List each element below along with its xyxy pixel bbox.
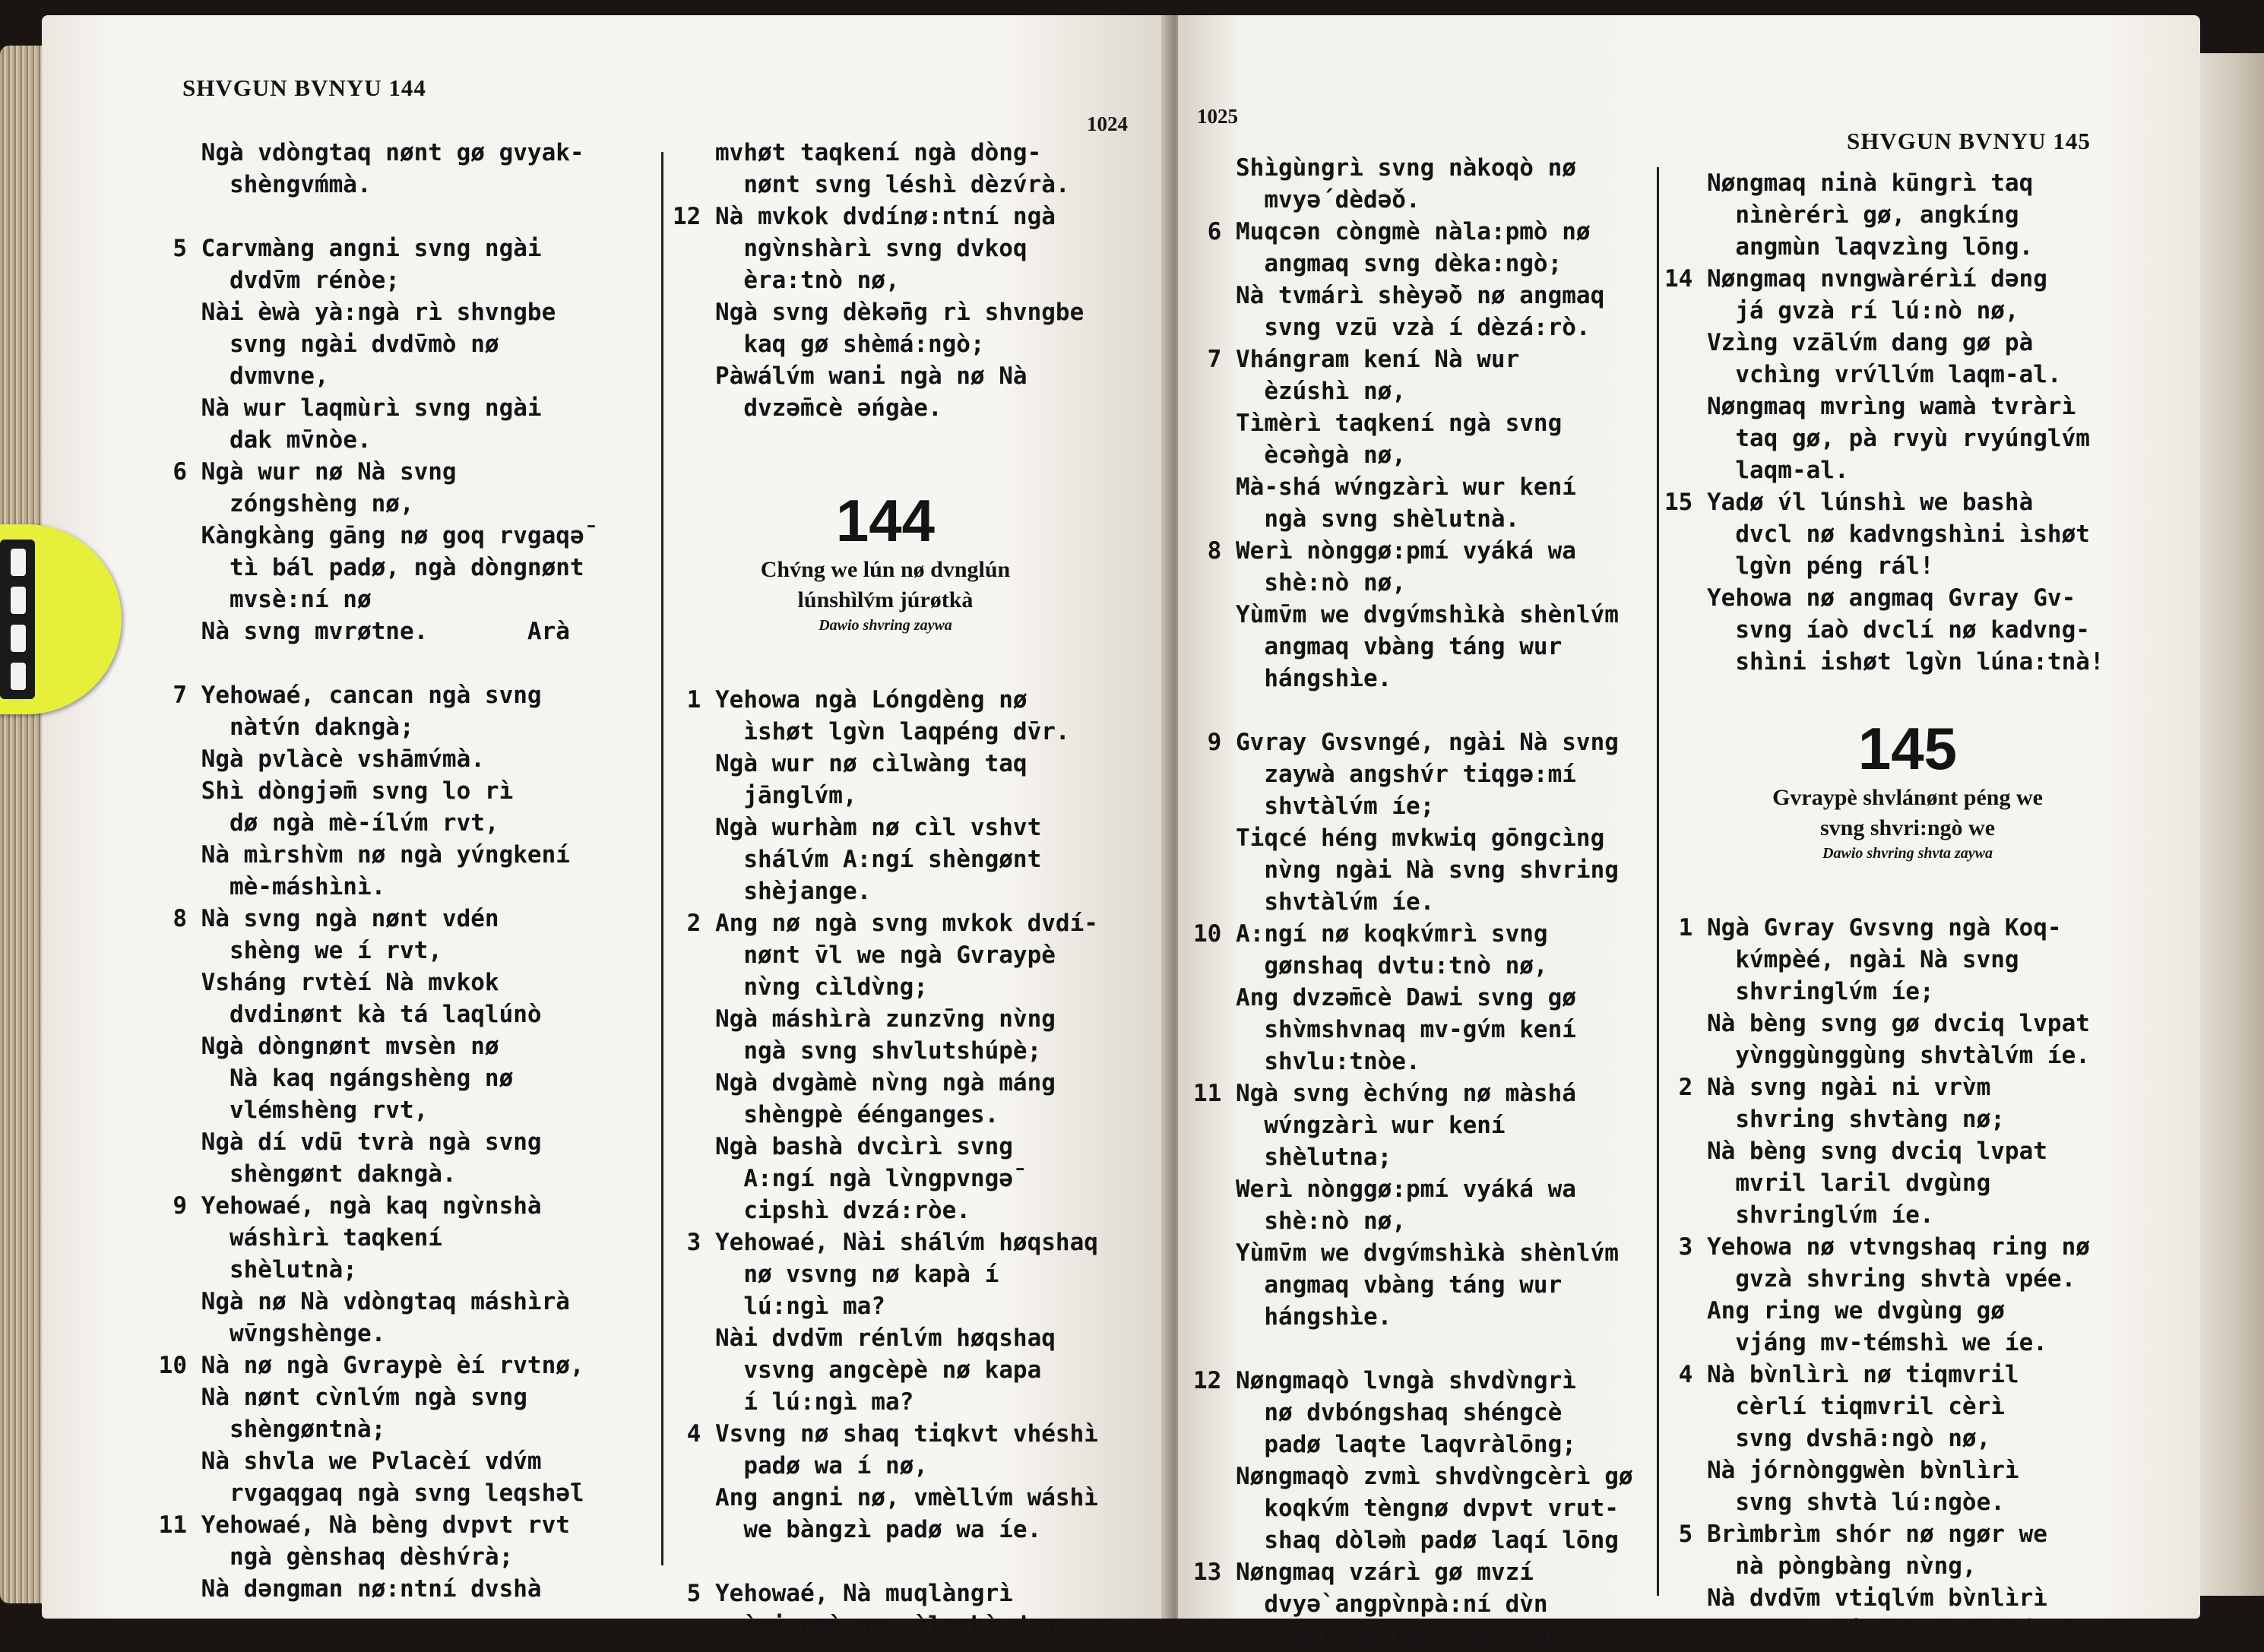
verse-line: jānglv́m, [673, 782, 857, 809]
verse-line: nv̀ng cìldv̀ng; [673, 973, 928, 1001]
verse-line: Nà mìrshv̀m nø ngà yv́ngkení [144, 841, 570, 869]
psalm-subtitle: Dawio shvring shvta zaywa [1822, 845, 1993, 862]
verse-line: shèlutna; [1193, 1144, 1392, 1171]
column-rule-left [661, 152, 663, 1565]
verse-line: nø dvbóngshaq shéngcè [1193, 1399, 1563, 1426]
verse-line [1193, 1333, 1725, 1365]
verse-line: Ngà bashà dvcìrì svng [673, 1133, 1013, 1160]
verse-line: 13 Nøngmaq vzárì gø mvzí [1193, 1559, 1534, 1586]
verse-line: Pàwálv́m wani ngà nø Nà [673, 362, 1028, 390]
verse-line: 14 Nøngmaq nvngwàrérìí dəng [1664, 265, 2047, 293]
verse-line: 4 Nà bv̀nlìrì nø tiqmvril [1664, 1361, 2019, 1388]
verse-line: Ngà máshìrà zunzv̄ng nv̀ng [673, 1005, 1056, 1033]
verse-line: padø wa í nø, [673, 1452, 928, 1480]
verse-line: svng vzū vzà í dèzá:rò. [1193, 314, 1591, 341]
verse-line: angmaq svng dèka:ngò; [1193, 250, 1563, 277]
column-rule-right [1657, 167, 1659, 1596]
verse-line: Ngà vdòngtaq nønt gø gvyak- [144, 139, 584, 166]
verse-line: ngà svng shvlutshúpè; [673, 1037, 1042, 1065]
verse-line: Mà-shá wv́ngzàrì wur kení [1193, 473, 1576, 501]
verse-line: shvringlv́m íe; [1664, 978, 1934, 1005]
verse-line: 9 Gvray Gvsvngé, ngài Nà svng [1193, 729, 1619, 756]
verse-line: svng ngài dak dvdv̄mlv́m íe [1664, 1616, 2090, 1644]
verse-line: wv́ngzàrì wur kení [1193, 1112, 1506, 1139]
verse-line: yv̀nggùnggùng shvtàlv́m íe. [1664, 1042, 2090, 1069]
verse-line: dak mv̄nòe. [144, 426, 372, 454]
verse-line: shìni ishøt lgv̀n lúna:tnà! [1664, 648, 2104, 676]
verse-line: Tiqcé héng mvkwiq gōngcìng [1193, 824, 1605, 852]
verse-line: Nà dəngman nø:ntní dvshà [144, 1575, 542, 1603]
psalm-145-heading [1672, 714, 2143, 863]
verse-line: Ngà dvgàmè nv̀ng ngà máng [673, 1069, 1056, 1097]
verse-line: Nà nønt cv̀nlv́m ngà svng [144, 1384, 527, 1411]
verse-line: Shìgùngrì svng nàkoqò nø [1193, 154, 1576, 182]
verse-line: vsvng angcèpè nø kapa [673, 1356, 1042, 1384]
verse-line: lú:ngì ma? [673, 1293, 885, 1320]
verse-line: 5 Yehowaé, Nà muqlàngrì [673, 1580, 1013, 1607]
verse-line: 10 Nà nø ngà Gvraypè èí rvtnø, [144, 1352, 584, 1379]
verse-line: padø laqte laqvràlōng; [1193, 1431, 1576, 1458]
verse-line: gønshaq dvtu:tnò nø, [1193, 952, 1548, 979]
verse-line: svng ngài dvdv̄mò nø [144, 331, 499, 358]
verse-line: shèjange. [673, 878, 872, 905]
right-column-1 [1193, 152, 1725, 1652]
verse-line [144, 647, 676, 679]
psalm-title-line: Chv́ng we lún nø dvnglún [760, 557, 1011, 582]
verse-line: shè:nò nø, [1193, 569, 1406, 597]
verse-line: 1 Ngà Gvray Gvsvng ngà Koq- [1664, 914, 2062, 942]
right-column-2-top [1664, 167, 2181, 678]
verse-line: lgv̀n péng rál! [1664, 552, 1934, 580]
verse-line: svng dvshā:ngò nø, [1664, 1425, 1991, 1452]
verse-line: Nà wur laqmùrì svng ngài [144, 394, 542, 422]
verse-line: Nài èwà yà:ngà rì shvngbe [144, 299, 556, 326]
psalm-title-line: svng shvri:ngò we [1819, 815, 1996, 840]
verse-line: svng íaò dvclí nø kadvng- [1664, 616, 2090, 644]
psalm-number: 144 [835, 487, 936, 554]
psalm-number: 145 [1857, 715, 1958, 782]
verse-line: Ngà pvlàcè vshāmv́mà. [144, 745, 485, 773]
verse-line: 3 Yehowa nø vtvngshaq ring nø [1664, 1233, 2090, 1261]
verse-line: Ang ring we dvgùng gø [1664, 1297, 2005, 1324]
right-page-number: 1025 [1197, 105, 1238, 128]
verse-line: 15 Yadø v́l lúnshì we bashà [1664, 489, 2034, 516]
verse-line: shvringlv́m íe. [1664, 1201, 1934, 1229]
verse-line: shèngvḿmà. [144, 171, 372, 198]
verse-line: èzúshì nø, [1193, 378, 1406, 405]
verse-line: mè-máshìnì. [144, 873, 386, 900]
verse-line: dvzə̄mcè ə́ngàe. [673, 394, 942, 422]
verse-line: hángshìe. [1193, 1303, 1392, 1331]
verse-line: ìshøt lgv̀n laqpéng dv̄r. [673, 718, 1070, 745]
verse-line: angmùn laqvzìng lōng. [1664, 233, 2034, 261]
verse-line: koqkv́m tèngnø dvpvt vrut- [1193, 1495, 1619, 1522]
left-header: SHVGUN BVNYU 144 [182, 74, 426, 101]
psalm-title-line: lúnshìlv́m júrøtkà [797, 587, 974, 612]
verse-line: Ngà dòngnønt mvsèn nø [144, 1033, 499, 1060]
verse-line: 11 Ngà svng èchv́ng nø màshá [1193, 1080, 1576, 1107]
verse-line: shv̀mshvnaq mv-gv́m kení [1193, 1016, 1576, 1043]
verse-line: Nøngmaq mvrìng wamà tvràrì [1664, 393, 2076, 420]
verse-line: Nà bèng svng dvciq lvpat [1664, 1138, 2047, 1165]
verse-line: Vzìng vzālv́m dang gø pà [1664, 329, 2034, 356]
verse-line: vchìng vrv́llv́m laqm-al. [1664, 361, 2062, 388]
verse-line: shèngøntnà; [144, 1416, 386, 1443]
verse-line: Kàngkàng gāng nø goq rvgaqə̄ [144, 522, 584, 549]
verse-line: hángshìe. [1193, 665, 1392, 692]
verse-line: dvmvne, [144, 362, 329, 390]
verse-line [144, 201, 676, 233]
verse-line: we bàngzì padø wa íe. [673, 1516, 1042, 1543]
verse-line: Nà dvdv̄m vtiqlv́m bv̀nlìrì [1664, 1584, 2047, 1612]
verse-line: dvdv̄m rénòe; [144, 267, 400, 294]
verse-line: Yùmv̄m we dvgv́mshìkà shènlv́m [1193, 1239, 1619, 1267]
verse-line: rvgaqgaq ngà svng leqshə̄l [144, 1480, 584, 1507]
verse-line: cèrlí tiqmvril cèrì [1664, 1393, 2005, 1420]
verse-line: wáshìrì taqkení [144, 1224, 442, 1252]
verse-line: A:ngí ngà lv̀ngpvngə̄ [673, 1165, 1013, 1192]
verse-line: zaywà angshv́r tiqgə:mí [1193, 761, 1576, 788]
verse-line: mvril laril dvgùng [1664, 1169, 1991, 1197]
verse-line: shèng we í rvt, [144, 937, 442, 964]
verse-line: 6 Muqcən còngmè nàla:pmò nø [1193, 218, 1591, 245]
right-header: SHVGUN BVNYU 145 [1847, 128, 2091, 154]
verse-line: Ngà svng dèkə̄ng rì shvngbe [673, 299, 1085, 326]
verse-line: 7 Yehowaé, cancan ngà svng [144, 682, 542, 709]
verse-line: 2 Nà svng ngài ni vrv̀m [1664, 1074, 1991, 1101]
verse-line: shè:nò nø, [1193, 1207, 1406, 1235]
right-column-2-bottom [1664, 912, 2181, 1646]
verse-line: 11 Yehowaé, Nà bèng dvpvt rvt [144, 1511, 570, 1539]
left-page-number: 1024 [1087, 112, 1128, 135]
verse-line: 5 Brìmbrìm shór nø ngør we [1664, 1521, 2047, 1548]
verse-line: nv̀ng ngài Nà svng shvring [1193, 856, 1619, 884]
verse-line: svng shvtà lú:ngòe. [1664, 1489, 2005, 1516]
verse-line: Ngà wur nø cìlwàng taq [673, 750, 1028, 777]
verse-line: Nà tvmárì shèyə̄ò nø angmaq [1193, 282, 1605, 309]
verse-line: Nà svng mvrøtne. Arà [144, 618, 570, 645]
verse-line: Werì nònggø:pmí vyáká wa [1193, 1176, 1576, 1203]
verse-line: shvlu:tnòe. [1193, 1048, 1420, 1075]
verse-line: Nà bèng svng gø dvciq lvpat [1664, 1010, 2090, 1037]
verse-line: nà pòngbàng nv̀ng, [1664, 1552, 1977, 1580]
verse-line: 9 Yehowaé, ngà kaq ngv̀nshà [144, 1192, 542, 1220]
verse-line: 12 Nøngmaqò lvngà shvdv̀ngrì [1193, 1367, 1576, 1394]
verse-line: nìnèrérì gø, angkíng [1664, 201, 2019, 229]
verse-line: nø vsvng nø kapà í [673, 1261, 999, 1288]
verse-line [1193, 695, 1725, 726]
verse-line: 12 Nà mvkok dvdínø:ntní ngà [673, 203, 1056, 230]
verse-line: èci:pmò nø, èlashì daq. [673, 1612, 1070, 1639]
verse-line: Ang dvzə̄mcè Dawi svng gø [1193, 984, 1576, 1011]
verse-line: Nà jórnònggwèn bv̀nlìrì [1664, 1457, 2019, 1484]
psalm-title-line: Gvraypè shvlánønt péng we [1772, 785, 2043, 810]
left-column-2-top [673, 137, 1189, 424]
verse-line: Yehowa nø angmaq Gvray Gv- [1664, 584, 2076, 612]
verse-line: 2 Ang nø ngà svng mvkok dvdí- [673, 910, 1098, 937]
verse-line: shèlutnà; [144, 1256, 357, 1283]
verse-line: Ngà dí vdū tvrà ngà svng [144, 1128, 542, 1156]
verse-line: wv̄ngshènge. [144, 1320, 386, 1347]
verse-line: ngà svng shèlutnà. [1193, 505, 1520, 533]
verse-line: 7 Vhángram kení Nà wur [1193, 346, 1520, 373]
psalm-144-heading [695, 486, 1075, 635]
verse-line [673, 1546, 1189, 1578]
verse-line: vjáng mv-témshì we íe. [1664, 1329, 2047, 1356]
verse-line: 5 Carvmàng angni svng ngài [144, 235, 542, 262]
verse-line: Nài dvdv̄m rénlv́m høqshaq [673, 1324, 1056, 1352]
verse-line: shvtàlv́m íe. [1193, 888, 1435, 916]
verse-line: Vsháng rvtèí Nà mvkok [144, 969, 499, 996]
left-page [42, 15, 1170, 1639]
left-column-1 [144, 137, 676, 1605]
psalm-subtitle: Dawio shvring zaywa [819, 617, 952, 634]
page-edge-right [2196, 53, 2264, 1596]
verse-line: Ang angni nø, vmèllv́m wáshì [673, 1484, 1098, 1511]
verse-line: angmaq vbàng táng wur [1193, 1271, 1563, 1299]
verse-line: shaq dòlə̀m padø laqí lōng [1193, 1527, 1619, 1554]
verse-line: cipshì dvzá:ròe. [673, 1197, 971, 1224]
verse-line: vshøt nø laqzəng lōng; [1193, 1622, 1576, 1650]
verse-line: tì bál padø, ngà dòngnønt [144, 554, 584, 581]
verse-line: dø ngà mè-ílv́m rvt, [144, 809, 499, 837]
verse-line: 4 Vsvng nø shaq tiqkvt vhéshì [673, 1420, 1098, 1448]
verse-line: Yùmv̄m we dvgv́mshìkà shènlv́m [1193, 601, 1619, 628]
verse-line: zóngshèng nø, [144, 490, 414, 517]
verse-line: Nøngmaqò zvmì shvdv̀ngcèrì gø [1193, 1463, 1633, 1490]
verse-line: já gvzà rí lú:nò nø, [1664, 297, 2019, 324]
verse-line: í lú:ngì ma? [673, 1388, 914, 1416]
verse-line: 8 Nà svng ngà nønt vdén [144, 905, 499, 932]
verse-line: 8 Werì nònggø:pmí vyáká wa [1193, 537, 1576, 565]
verse-line: dvyə̀ angpv̀npà:ní dv̀n [1193, 1590, 1548, 1618]
verse-line: nønt svng léshì dèzv́rà. [673, 171, 1070, 198]
verse-line: ècə̀ngà nø, [1193, 441, 1406, 469]
verse-line: nønt v̄l we ngà Gvraypè [673, 942, 1056, 969]
verse-line: kaq gø shèmá:ngò; [673, 331, 985, 358]
verse-line: Shì dòngjə̄m svng lo rì [144, 777, 514, 805]
verse-line: mvhøt taqkení ngà dòng- [673, 139, 1042, 166]
film-strip-icon [0, 540, 35, 699]
verse-line: Nà shvla we Pvlacèí vdv́m [144, 1448, 542, 1475]
verse-line: Nøngmaq ninà kūngrì taq [1664, 169, 2034, 197]
verse-line: kv́mpèé, ngài Nà svng [1664, 946, 2019, 973]
verse-line: laqm-al. [1664, 457, 1849, 484]
verse-line: gvzà shvring shvtà vpée. [1664, 1265, 2076, 1293]
verse-line: shèngønt dakngà. [144, 1160, 457, 1188]
verse-line: shèngpè éénganges. [673, 1101, 999, 1128]
verse-line: Ngà wurhàm nø cìl vshvt [673, 814, 1042, 841]
left-column-2-bottom [673, 684, 1189, 1641]
verse-line: Ngà nø Nà vdòngtaq máshìrà [144, 1288, 570, 1315]
verse-line: shálv́m A:ngí shèngønt [673, 846, 1042, 873]
right-page [1178, 15, 2200, 1650]
verse-line: 1 Yehowa ngà Lóngdèng nø [673, 686, 1028, 714]
verse-line: 6 Ngà wur nø Nà svng [144, 458, 457, 486]
verse-line: nàtv́n dakngà; [144, 714, 414, 741]
verse-line: èra:tnò nø, [673, 267, 900, 294]
verse-line: shvtàlv́m íe; [1193, 793, 1435, 820]
verse-line: shvring shvtàng nø; [1664, 1106, 2005, 1133]
verse-line: vlémshèng rvt, [144, 1097, 429, 1124]
verse-line: Nà kaq ngángshèng nø [144, 1065, 514, 1092]
verse-line: Tìmèrì taqkení ngà svng [1193, 410, 1563, 437]
verse-line: dvdinønt kà tá laqlúnò [144, 1001, 542, 1028]
verse-line: ngv̀nshàrì svng dvkoq [673, 235, 1028, 262]
verse-line: 10 A:ngí nø koqkv́mrì svng [1193, 920, 1548, 948]
verse-line: ngà gènshaq dèshv́rà; [144, 1543, 514, 1571]
verse-line: 3 Yehowaé, Nài shálv́m høqshaq [673, 1229, 1098, 1256]
verse-line: mvyə́ dèdə́ò. [1193, 186, 1420, 214]
verse-line: angmaq vbàng táng wur [1193, 633, 1563, 660]
verse-line: mvsè:ní nø [144, 586, 372, 613]
verse-line: taq gø, pà rvyù rvyúnglv́m [1664, 425, 2090, 452]
verse-line: dvcl nø kadvngshìni ìshøt [1664, 521, 2090, 548]
